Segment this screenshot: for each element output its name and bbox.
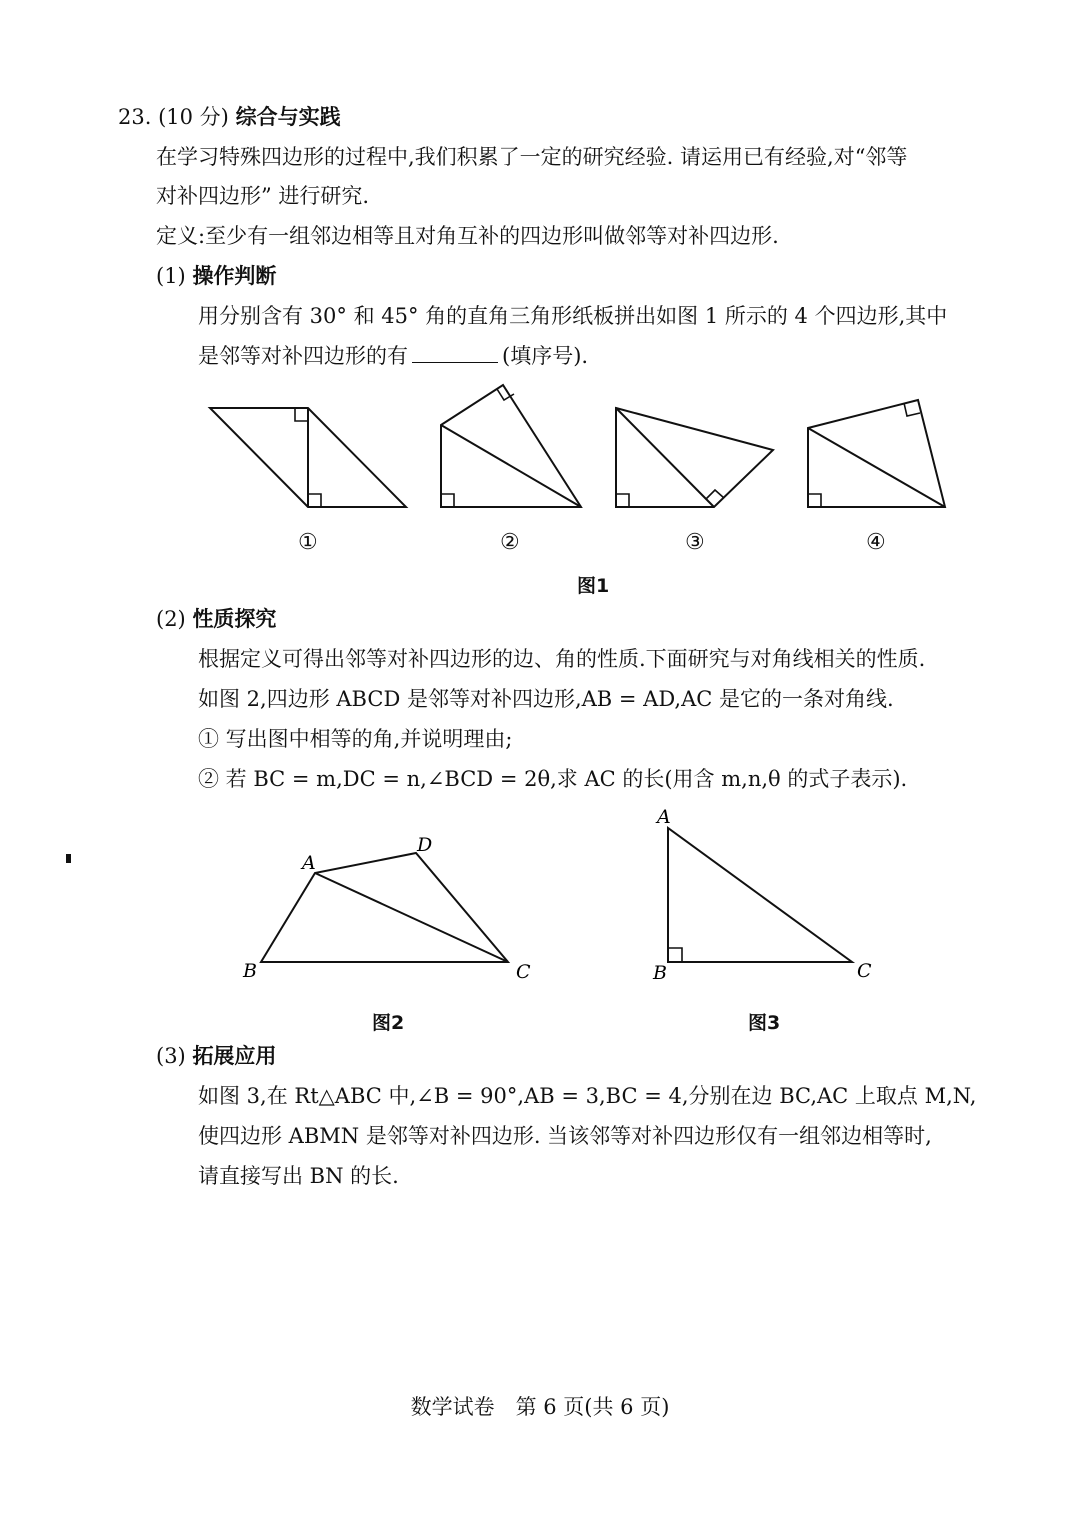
fig2-point-c: C <box>516 961 531 983</box>
part3-text-1: 如图 3,在 Rt△ABC 中,∠B = 90°,AB = 3,BC = 4,分别在边 BC,AC 上取点 M,N, <box>198 1084 977 1108</box>
figure3-caption: 图3 <box>748 1012 781 1034</box>
fig3-point-a: A <box>657 806 671 828</box>
definition-text: 定义:至少有一组邻边相等且对角互补的四边形叫做邻等对补四边形. <box>156 224 779 248</box>
part1-text-2a: 是邻等对补四边形的有 <box>198 344 408 368</box>
part1-text-2b: (填序号). <box>502 344 589 368</box>
figure3-right-triangle <box>668 828 852 962</box>
scan-mark <box>66 854 71 863</box>
part3-label: (3) <box>156 1044 186 1068</box>
part2-item-2: ② 若 BC = m,DC = n,∠BCD = 2θ,求 AC 的长(用含 m,n,θ 的式子表示). <box>198 767 908 791</box>
part2-label: (2) <box>156 607 186 631</box>
part3-text-3: 请直接写出 BN 的长. <box>198 1164 399 1188</box>
intro-line-1: 在学习特殊四边形的过程中,我们积累了一定的研究经验. 请运用已有经验,对“邻等 <box>156 145 908 169</box>
fig2-point-a: A <box>302 852 316 874</box>
question-title: 综合与实践 <box>235 105 341 129</box>
part2-text-2: 如图 2,四边形 ABCD 是邻等对补四边形,AB = AD,AC 是它的一条对角线. <box>198 687 894 711</box>
fig3-point-b: B <box>653 962 667 984</box>
shape-label-2: ② <box>500 530 520 555</box>
part1-text-1: 用分别含有 30° 和 45° 角的直角三角形纸板拼出如图 1 所示的 4 个四边形,其中 <box>198 304 948 328</box>
part1-label: (1) <box>156 264 186 288</box>
page-footer: 数学试卷 第 6 页(共 6 页) <box>410 1395 670 1419</box>
shape-label-4: ④ <box>866 530 886 555</box>
part1-title: 操作判断 <box>192 264 277 288</box>
part3-heading <box>156 1043 276 1069</box>
question-number: 23. <box>118 105 152 129</box>
part2-item-1: ① 写出图中相等的角,并说明理由; <box>198 727 513 751</box>
question-score: (10 分) <box>158 105 229 129</box>
part2-text-1: 根据定义可得出邻等对补四边形的边、角的性质.下面研究与对角线相关的性质. <box>198 647 926 671</box>
intro-line-2: 对补四边形” 进行研究. <box>156 184 370 208</box>
part3-title: 拓展应用 <box>192 1044 277 1068</box>
figure2-quadrilateral <box>261 853 508 962</box>
fig2-point-b: B <box>243 960 257 982</box>
shape-label-1: ① <box>298 530 318 555</box>
shape-label-3: ③ <box>685 530 705 555</box>
fig2-point-d: D <box>417 834 433 856</box>
part3-text-2: 使四边形 ABMN 是邻等对补四边形. 当该邻等对补四边形仅有一组邻边相等时, <box>198 1124 932 1148</box>
part2-title: 性质探究 <box>192 607 277 631</box>
figure1-caption: 图1 <box>577 575 610 597</box>
figure2-caption: 图2 <box>372 1012 405 1034</box>
fig3-point-c: C <box>857 960 872 982</box>
